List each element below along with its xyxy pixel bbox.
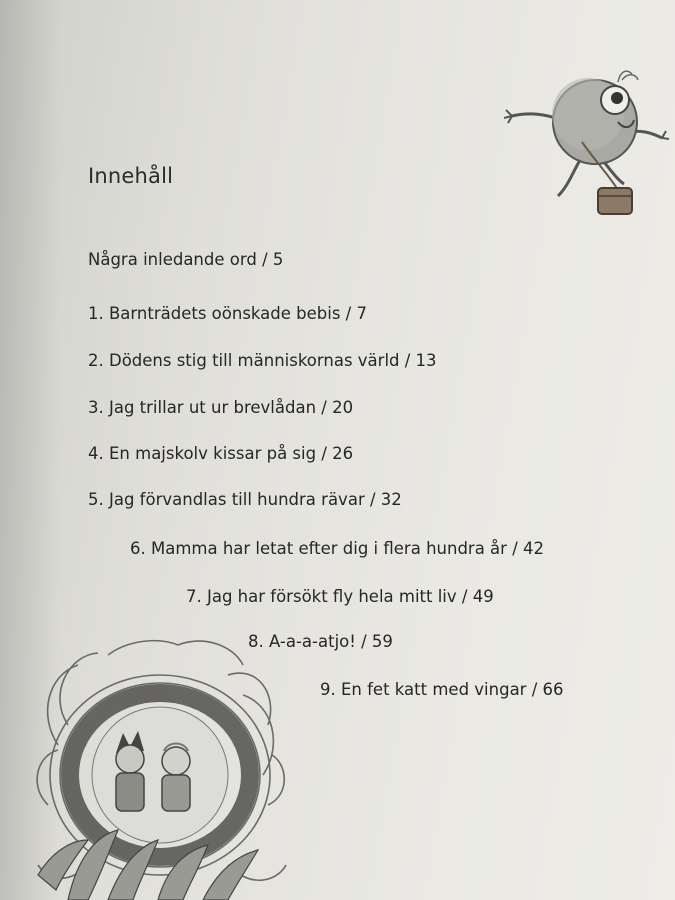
toc-entry-chapter-4: 4. En majskolv kissar på sig / 26	[88, 444, 354, 463]
nest-illustration	[28, 635, 293, 900]
toc-entry-chapter-9: 9. En fet katt med vingar / 66	[320, 680, 564, 699]
toc-entry-chapter-5: 5. Jag förvandlas till hundra rävar / 32	[88, 490, 402, 509]
toc-entry-chapter-7: 7. Jag har försökt fly hela mitt liv / 49	[186, 587, 494, 606]
creature-illustration	[500, 62, 670, 227]
toc-entry-intro: Några inledande ord / 5	[88, 250, 284, 269]
toc-entry-chapter-8: 8. A-a-a-atjo! / 59	[248, 632, 393, 651]
toc-entry-chapter-6: 6. Mamma har letat efter dig i flera hundra år / 42	[130, 539, 544, 558]
toc-entry-chapter-2: 2. Dödens stig till människornas värld / 13	[88, 351, 437, 370]
page-title: Innehåll	[88, 164, 174, 188]
toc-entry-chapter-3: 3. Jag trillar ut ur brevlådan / 20	[88, 398, 354, 417]
toc-entry-chapter-1: 1. Barnträdets oönskade bebis / 7	[88, 304, 367, 323]
